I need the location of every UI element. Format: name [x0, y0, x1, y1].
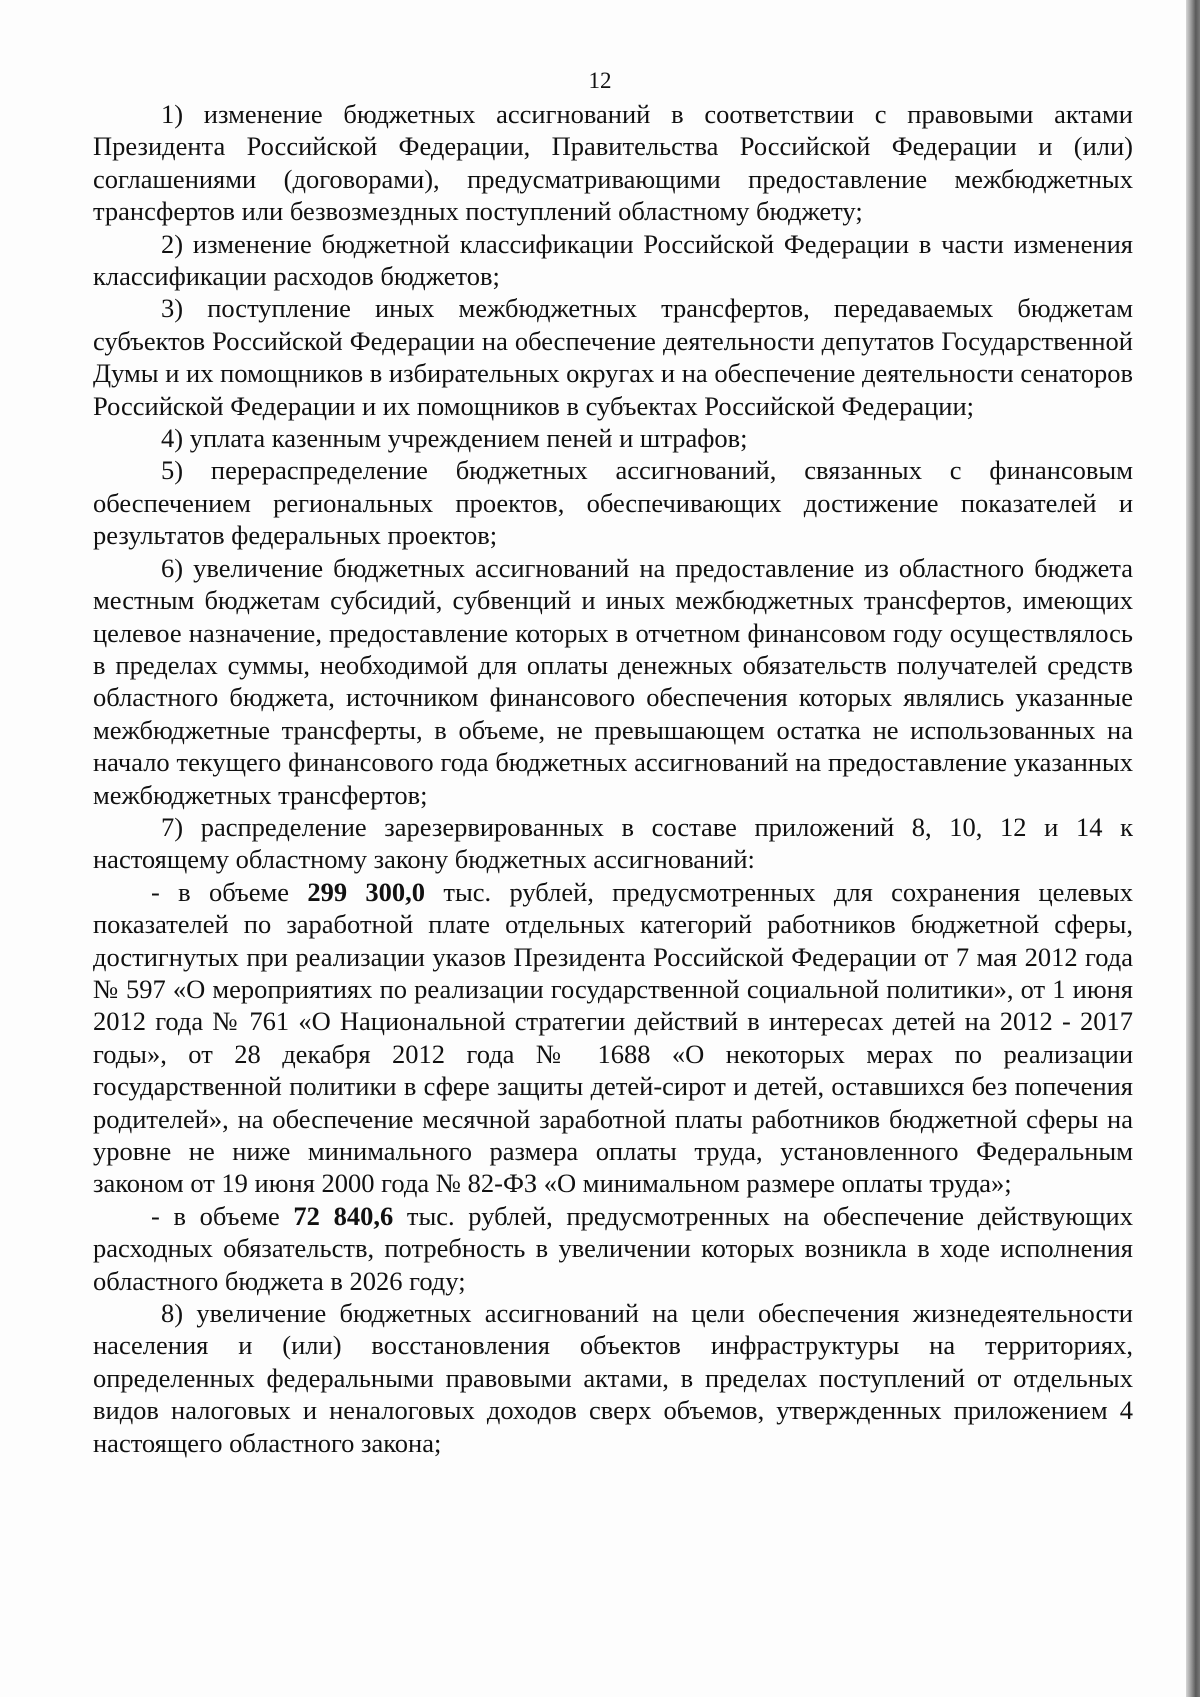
list-item-3: 3) поступление иных межбюджетных трансфертов, передаваемых бюджетам субъектов Российской Федерации на обеспечение деятельности депутатов Государственной Думы и их помощников в избирательных округах и на обеспечение деятельности сенаторов Российской Федерации и их помощников в субъектах Российской Федерации; [93, 293, 1133, 421]
document-body [93, 98, 1133, 1459]
sub-item-reserve-1 [93, 876, 1133, 1200]
list-item-4: 4) уплата казенным учреждением пеней и штрафов; [161, 423, 748, 454]
scan-edge-shadow [1186, 0, 1200, 1697]
list-item-6: 6) увеличение бюджетных ассигнований на предоставление из областного бюджета местным бюджетам субсидий, субвенций и иных межбюджетных трансфертов, имеющих целевое назначение, предоставление которых в отчетном финансовом году осуществлялось в пределах суммы, необходимой для оплаты денежных обязательств получателей средств областного бюджета, источником финансового обеспечения которых являлись указанные межбюджетные трансферты, в объеме, не превышающем остатка не использованных на начало текущего финансового года бюджетных ассигнований на предоставление указанных межбюджетных трансфертов; [93, 552, 1133, 810]
amount-value: 72 840,6 [293, 1200, 394, 1231]
sub-item-reserve-2 [93, 1200, 1133, 1297]
list-item-8: 8) увеличение бюджетных ассигнований на цели обеспечения жизнедеятельности населения и (или) восстановления объектов инфраструктуры на территориях, определенных федеральными правовыми актами, в пределах поступлений от отдельных видов налоговых и неналоговых доходов сверх объемов, утвержденных приложением 4 настоящего областного закона; [93, 1298, 1133, 1458]
list-item-5: 5) перераспределение бюджетных ассигнований, связанных с финансовым обеспечением региональных проектов, обеспечивающих достижение показателей и результатов федеральных проектов; [93, 455, 1133, 551]
list-item-2: 2) изменение бюджетной классификации Российской Федерации в части изменения классификации расходов бюджетов; [93, 228, 1133, 292]
sub-item-prefix: - в объеме [151, 1200, 294, 1231]
sub-item-text: тыс. рублей, предусмотренных на обеспечение действующих расходных обязательств, потребность в увеличении которых возникла в ходе исполнения областного бюджета в 2026 году; [93, 1200, 1133, 1296]
list-item-7: 7) распределение зарезервированных в составе приложений 8, 10, 12 и 14 к настоящему областному закону бюджетных ассигнований: [93, 811, 1133, 875]
amount-value: 299 300,0 [307, 876, 426, 907]
list-item-1: 1) изменение бюджетных ассигнований в соответствии с правовыми актами Президента Российской Федерации, Правительства Российской Федерации и (или) соглашениями (договорами), предусматривающими предоставление межбюджетных трансфертов или безвозмездных поступлений областному бюджету; [93, 99, 1133, 227]
page-number: 12 [588, 68, 612, 93]
sub-item-text: тыс. рублей, предусмотренных для сохранения целевых показателей по заработной плате отдельных категорий работников бюджетной сферы, достигнутых при реализации указов Президента Российской Федерации от 7 мая 2012 года № 597 «О мероприятиях по реализации государственной социальной политики», от 1 июня 2012 года № 761 «О Национальной стратегии действий в интересах детей на 2012 - 2017 годы», от 28 декабря 2012 года № 1688 «О некоторых мерах по реализации государственной политики в сфере защиты детей-сирот и детей, оставшихся без попечения родителей», на обеспечение месячной заработной платы работников бюджетной сферы на уровне не ниже минимального размера оплаты труда, установленного Федеральным законом от 19 июня 2000 года № 82-ФЗ «О минимальном размере оплаты труда»; [93, 876, 1133, 1199]
sub-item-prefix: - в объеме [151, 876, 308, 907]
